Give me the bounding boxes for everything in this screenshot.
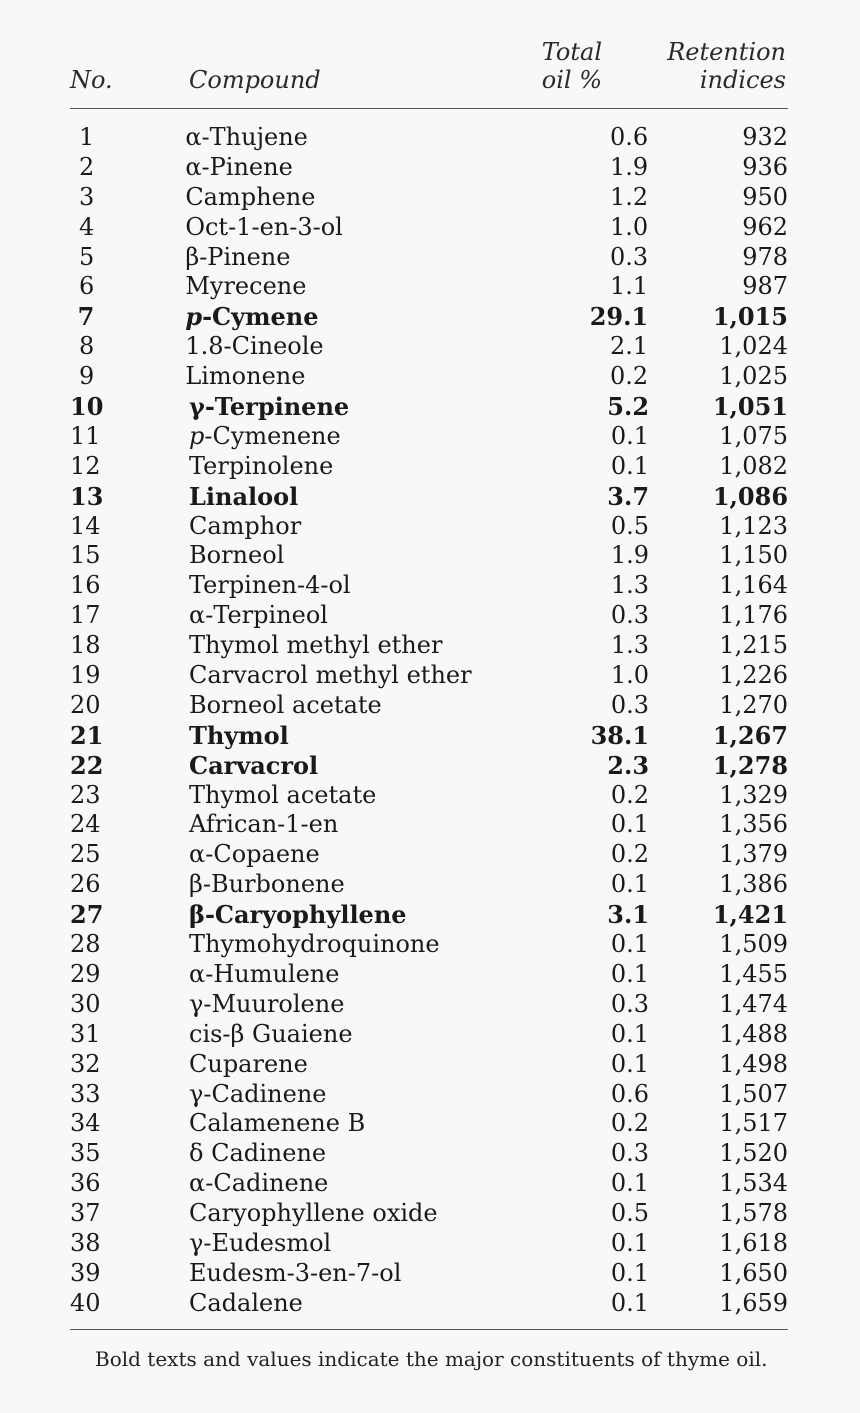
total-oil-value: 0.3: [610, 989, 650, 1018]
compound-name: [189, 601, 474, 631]
compound-name: [189, 870, 474, 900]
table-row: [70, 1199, 788, 1229]
compound-label: Carvacrol methyl ether: [189, 661, 472, 690]
total-oil-value: 0.1: [610, 1228, 650, 1257]
retention-index-value: 1,226: [719, 661, 789, 690]
total-oil-value: 1.3: [610, 571, 650, 600]
row-number: 17: [70, 601, 101, 630]
total-oil-value: 3.7: [607, 481, 650, 511]
compound-name: [185, 153, 472, 183]
table-header: [70, 36, 788, 108]
compound-prefix: γ-: [189, 989, 212, 1018]
table-row: [70, 721, 788, 751]
table-row: [70, 452, 788, 482]
compound-label: African-1-en: [189, 810, 339, 839]
compound-label: -Caryophyllene: [204, 900, 407, 930]
compound-name: [185, 272, 472, 302]
row-number: 2: [79, 152, 95, 181]
retention-index-value: 1,329: [719, 780, 789, 809]
compound-label: Muurolene: [211, 989, 345, 1018]
total-oil-value: 0.5: [610, 1199, 650, 1228]
retention-index-value: 1,270: [719, 690, 789, 719]
retention-index-value: 936: [742, 152, 788, 181]
compound-label: Pinene: [209, 152, 293, 181]
compound-prefix: γ-: [189, 1079, 212, 1108]
table-body: [70, 109, 788, 1329]
compound-prefix: β-: [185, 242, 208, 271]
retention-index-value: 1,164: [719, 571, 789, 600]
compound-prefix: p: [185, 302, 203, 332]
bottom-rule: [70, 1329, 788, 1330]
header-total-oil-line1: Total: [541, 38, 602, 66]
retention-index-value: 1,082: [719, 451, 789, 480]
table-row: [70, 272, 788, 302]
row-number: 11: [70, 421, 101, 450]
table-row: [70, 990, 788, 1020]
retention-index-value: 1,379: [719, 840, 789, 869]
compound-name: [189, 1050, 474, 1080]
row-number: 12: [70, 451, 101, 480]
compound-label: -Terpinene: [204, 392, 350, 422]
table-row: [70, 422, 788, 452]
compound-label: Borneol acetate: [189, 690, 382, 719]
compound-name: [189, 840, 474, 870]
row-number: 36: [70, 1169, 101, 1198]
total-oil-value: 3.1: [607, 900, 650, 930]
compound-prefix: α-: [189, 959, 214, 988]
compound-name: [189, 1169, 474, 1199]
header-retention-indices-line1: Retention: [667, 38, 786, 66]
compound-label: Terpinolene: [189, 451, 334, 480]
table-row: [70, 183, 788, 213]
table-row: [70, 960, 788, 990]
row-number: 38: [70, 1228, 101, 1257]
compound-label: Borneol: [189, 541, 285, 570]
compound-prefix: p: [189, 421, 205, 450]
compound-label: Cuparene: [189, 1049, 308, 1078]
compound-prefix: α-: [189, 840, 214, 869]
total-oil-value: 0.6: [610, 1079, 650, 1108]
total-oil-value: 0.1: [610, 451, 650, 480]
compound-label: Eudesm-3-en-7-ol: [189, 1258, 402, 1287]
compound-name: [189, 781, 474, 811]
retention-index-value: 1,650: [719, 1258, 789, 1287]
compound-name: [189, 661, 474, 691]
compound-label: Carvacrol: [189, 750, 319, 780]
compound-label: Thujene: [209, 123, 308, 151]
compound-label: Humulene: [213, 959, 340, 988]
row-number: 30: [70, 989, 101, 1018]
row-number: 19: [70, 661, 101, 690]
table-row: [70, 1259, 788, 1289]
compound-label: -Cymene: [202, 302, 319, 332]
retention-index-value: 1,123: [719, 511, 789, 540]
retention-index-value: 1,075: [719, 421, 789, 450]
retention-index-value: 1,509: [719, 930, 789, 959]
retention-index-value: 1,025: [719, 362, 788, 391]
total-oil-value: 2.1: [610, 332, 649, 361]
retention-index-value: 1,507: [719, 1079, 789, 1108]
retention-index-value: 1,455: [719, 959, 789, 988]
compound-name: [189, 571, 474, 601]
compound-name: [189, 512, 474, 542]
row-number: 32: [70, 1049, 101, 1078]
row-number: 33: [70, 1079, 101, 1108]
total-oil-value: 0.5: [610, 511, 650, 540]
table-row: [70, 1020, 788, 1050]
compound-name: [185, 332, 472, 362]
total-oil-value: 1.3: [610, 631, 650, 660]
row-number: 40: [70, 1288, 101, 1317]
compound-name: [189, 452, 474, 482]
total-oil-value: 0.2: [610, 1109, 650, 1138]
compound-label: Oct-1-en-3-ol: [185, 212, 343, 241]
compound-label: Calamenene B: [189, 1109, 366, 1138]
table-row: [70, 213, 788, 243]
retention-index-value: 1,051: [712, 392, 789, 422]
table-row: [70, 392, 788, 422]
total-oil-value: 0.2: [610, 362, 649, 391]
compound-label: Copaene: [213, 840, 320, 869]
header-total-oil: [542, 38, 602, 94]
compound-name: [189, 1109, 474, 1139]
compound-prefix: α-: [185, 152, 210, 181]
retention-index-value: 932: [742, 123, 788, 151]
compound-name: [189, 990, 474, 1020]
table-row: [70, 571, 788, 601]
compound-label: -Cymenene: [204, 421, 341, 450]
table-row: [70, 1169, 788, 1199]
compound-prefix: γ: [189, 392, 205, 422]
header-retention-indices: [667, 38, 786, 94]
row-number: 31: [70, 1019, 101, 1048]
compound-name: [185, 183, 472, 213]
compound-name: [189, 691, 474, 721]
retention-index-value: 1,474: [719, 989, 789, 1018]
compound-name: [185, 123, 472, 153]
total-oil-value: 29.1: [589, 302, 649, 332]
row-number: 7: [77, 302, 95, 332]
compound-label: δ Cadinene: [189, 1139, 327, 1168]
table-row: [70, 362, 788, 392]
retention-index-value: 1,024: [719, 332, 788, 361]
retention-index-value: 978: [742, 242, 788, 271]
table-row: [70, 1289, 788, 1319]
row-number: 23: [70, 780, 101, 809]
table-row: [70, 1229, 788, 1259]
table-row: [70, 930, 788, 960]
compound-prefix: α-: [189, 1169, 214, 1198]
table-row: [70, 123, 788, 153]
compound-name: [189, 960, 474, 990]
row-number: 14: [70, 511, 101, 540]
compound-name: [185, 213, 472, 243]
retention-index-value: 1,517: [719, 1109, 789, 1138]
row-number: 15: [70, 541, 101, 570]
compound-label: Caryophyllene oxide: [189, 1199, 438, 1228]
compound-label: Camphor: [189, 511, 302, 540]
retention-index-value: 1,278: [712, 750, 789, 780]
total-oil-value: 2.3: [607, 750, 650, 780]
compound-prefix: β-: [189, 870, 211, 899]
total-oil-value: 0.1: [610, 959, 650, 988]
compound-label: Cadalene: [189, 1288, 303, 1317]
compound-name: [189, 1259, 474, 1289]
retention-index-value: 1,176: [719, 601, 789, 630]
total-oil-value: 0.1: [610, 870, 650, 899]
table-row: [70, 541, 788, 571]
row-number: 35: [70, 1139, 101, 1168]
compound-label: Limonene: [185, 362, 306, 391]
row-number: 27: [70, 900, 104, 930]
table-row: [70, 243, 788, 273]
table-row: [70, 332, 788, 362]
compound-prefix: β: [189, 900, 205, 930]
compound-name: [189, 631, 474, 661]
compound-name: [189, 1289, 474, 1319]
table-row: [70, 601, 788, 631]
total-oil-value: 0.1: [610, 421, 650, 450]
total-oil-value: 0.1: [610, 1049, 650, 1078]
compound-name: [189, 392, 474, 422]
total-oil-value: 0.1: [610, 1258, 650, 1287]
compound-label: Camphene: [185, 182, 316, 211]
row-number: 6: [79, 272, 95, 301]
retention-index-value: 1,150: [719, 541, 789, 570]
compound-prefix: γ-: [189, 1228, 212, 1257]
total-oil-value: 0.3: [610, 690, 650, 719]
compound-name: [189, 541, 474, 571]
table-row: [70, 870, 788, 900]
compound-name: [189, 810, 474, 840]
table-row: [70, 482, 788, 512]
table-row: [70, 1080, 788, 1110]
compound-label: Eudesmol: [211, 1228, 332, 1257]
compound-label: Myrecene: [185, 272, 307, 301]
compound-name: [189, 422, 474, 452]
compound-prefix: α-: [189, 601, 214, 630]
total-oil-value: 0.2: [610, 840, 650, 869]
total-oil-value: 1.9: [610, 152, 649, 181]
row-number: 39: [70, 1258, 101, 1287]
row-number: 8: [79, 332, 95, 361]
row-number: 26: [70, 870, 101, 899]
row-number: 18: [70, 631, 101, 660]
compound-name: [189, 751, 474, 781]
retention-index-value: 1,015: [712, 302, 788, 332]
total-oil-value: 1.0: [610, 212, 649, 241]
compound-name: [189, 721, 474, 751]
compound-name: [189, 930, 474, 960]
retention-index-value: 1,215: [719, 631, 789, 660]
table-row: [70, 1050, 788, 1080]
total-oil-value: 0.1: [610, 1288, 650, 1317]
row-number: 9: [79, 362, 95, 391]
total-oil-value: 0.3: [610, 601, 650, 630]
compound-label: Cadinene: [211, 1079, 327, 1108]
total-oil-value: 0.1: [610, 810, 650, 839]
retention-index-value: 1,086: [712, 481, 789, 511]
total-oil-value: 5.2: [607, 392, 650, 422]
row-number: 4: [79, 212, 95, 241]
table-row: [70, 631, 788, 661]
retention-index-value: 1,267: [712, 720, 789, 750]
retention-index-value: 1,386: [719, 870, 789, 899]
header-retention-indices-line2: indices: [699, 66, 786, 94]
total-oil-value: 1.9: [610, 541, 650, 570]
row-number: 1: [79, 123, 95, 151]
table-row: [70, 1109, 788, 1139]
header-no: No.: [70, 66, 113, 94]
total-oil-value: 1.0: [610, 661, 650, 690]
row-number: 3: [79, 182, 95, 211]
row-number: 34: [70, 1109, 101, 1138]
table-footnote: Bold texts and values indicate the major constituents of thyme oil.: [95, 1347, 768, 1371]
row-number: 37: [70, 1199, 101, 1228]
row-number: 22: [70, 750, 104, 780]
row-number: 24: [70, 810, 101, 839]
compound-table: [70, 36, 788, 1330]
retention-index-value: 1,659: [719, 1288, 789, 1317]
table-row: [70, 810, 788, 840]
compound-label: Linalool: [189, 481, 299, 511]
table-row: [70, 751, 788, 781]
table-row: [70, 302, 788, 332]
table-row: [70, 840, 788, 870]
compound-label: Cadinene: [213, 1169, 329, 1198]
retention-index-value: 987: [742, 272, 788, 301]
compound-label: Thymol acetate: [189, 780, 377, 809]
compound-label: Terpineol: [213, 601, 328, 630]
row-number: 28: [70, 930, 101, 959]
retention-index-value: 962: [742, 212, 788, 241]
total-oil-value: 0.1: [610, 1019, 650, 1048]
compound-label: Pinene: [207, 242, 291, 271]
retention-index-value: 1,356: [719, 810, 789, 839]
compound-label: cis-β Guaiene: [189, 1019, 353, 1048]
retention-index-value: 1,578: [719, 1199, 789, 1228]
compound-name: [189, 1020, 474, 1050]
row-number: 10: [70, 392, 104, 422]
table-row: [70, 691, 788, 721]
total-oil-value: 0.1: [610, 1169, 650, 1198]
row-number: 16: [70, 571, 101, 600]
retention-index-value: 1,618: [719, 1228, 789, 1257]
compound-name: [185, 362, 472, 392]
table-row: [70, 661, 788, 691]
row-number: 13: [70, 481, 104, 511]
total-oil-value: 0.1: [610, 930, 650, 959]
total-oil-value: 0.3: [610, 1139, 650, 1168]
row-number: 20: [70, 690, 101, 719]
row-number: 5: [79, 242, 95, 271]
table-row: [70, 781, 788, 811]
table-row: [70, 153, 788, 183]
retention-index-value: 1,488: [719, 1019, 789, 1048]
total-oil-value: 1.1: [610, 272, 649, 301]
total-oil-value: 0.6: [610, 123, 649, 151]
compound-label: Burbonene: [210, 870, 345, 899]
retention-index-value: 950: [742, 182, 788, 211]
row-number: 25: [70, 840, 101, 869]
compound-name: [189, 1080, 474, 1110]
retention-index-value: 1,534: [719, 1169, 789, 1198]
compound-name: [189, 482, 474, 512]
compound-name: [185, 243, 472, 273]
total-oil-value: 0.3: [610, 242, 649, 271]
table-row: [70, 900, 788, 930]
retention-index-value: 1,520: [719, 1139, 789, 1168]
table-row: [70, 512, 788, 542]
compound-label: Thymol methyl ether: [189, 631, 443, 660]
compound-name: [189, 1139, 474, 1169]
compound-name: [189, 900, 474, 930]
retention-index-value: 1,498: [719, 1049, 789, 1078]
compound-label: Terpinen-4-ol: [189, 571, 351, 600]
row-number: 21: [70, 720, 104, 750]
compound-name: [189, 1229, 474, 1259]
total-oil-value: 1.2: [610, 182, 649, 211]
header-total-oil-line2: oil %: [541, 66, 602, 94]
row-number: 29: [70, 959, 101, 988]
compound-name: [185, 302, 472, 332]
compound-prefix: α-: [185, 123, 210, 151]
compound-label: Thymol: [189, 720, 289, 750]
total-oil-value: 0.2: [610, 780, 650, 809]
total-oil-value: 38.1: [590, 720, 650, 750]
compound-name: [189, 1199, 474, 1229]
compound-label: 1.8-Cineole: [185, 332, 324, 361]
compound-label: Thymohydroquinone: [189, 930, 440, 959]
table-row: [70, 1139, 788, 1169]
header-compound: Compound: [189, 66, 321, 94]
retention-index-value: 1,421: [712, 900, 789, 930]
